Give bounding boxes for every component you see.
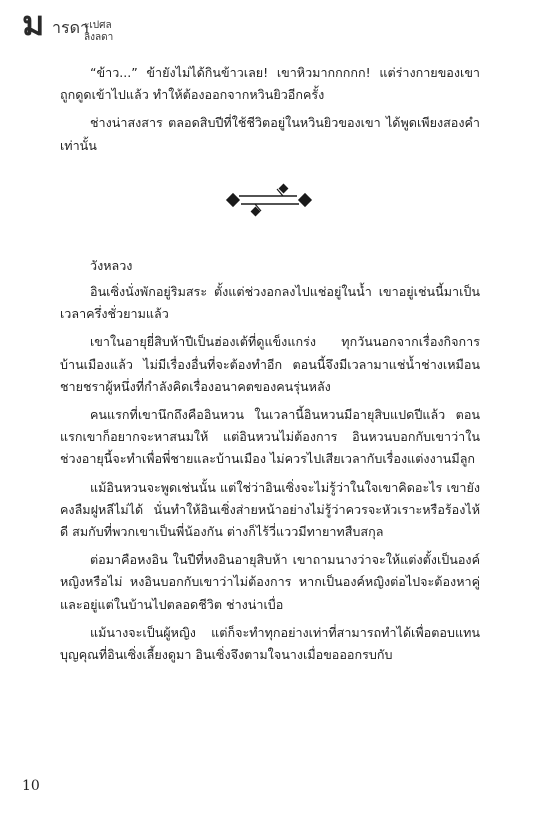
page-body: [60, 62, 480, 672]
diamond-ornament-icon: [225, 183, 315, 217]
paragraph: ช่างน่าสงสาร ตลอดสิบปีที่ใช้ชีวิตอยู่ในหวินยิวของเขา ได้พูดเพียงสองคำเท่านั้น: [60, 115, 480, 153]
logo-text-main: ารดา: [52, 18, 89, 37]
paragraph: “ข้าว...” ข้ายังไม่ได้กินข้าวเลย! เขาหิวมากกกกก! แต่ร่างกายของเขาถูกดูดเข้าไปแล้ว ทำให้ต้องออกจากหวินยิวอีกครั้ง: [60, 65, 480, 103]
book-header-logo: [22, 4, 162, 46]
logo-text-upper: ะเปศล: [84, 20, 112, 31]
logo-text-lower: ลิงลดา: [84, 32, 114, 43]
paragraph: แม้นางจะเป็นผู้หญิง แต่ก็จะทำทุกอย่างเท่าที่สามารถทำได้เพื่อตอบแทนบุญคุณที่อินเซิ่งเลี้ยงดูมา อินเซิ่งจึงตามใจนางเมื่อขอออกรบกับ: [60, 624, 480, 663]
paragraph: แม้อินหวนจะพูดเช่นนั้น แต่ใช่ว่าอินเซิ่งจะไม่รู้ว่าในใจเขาคิดอะไร เขายังคงลืมฝูหลีไม่ได้ นั่นทำให้อินเซิ่งส่ายหน้าอย่างไม่รู้ว่าควรจะหัวเราะหรือร้องไห้ดี สมกับที่พวกเขาเป็นพี่น้องกัน ต่างก็ไร้วี่แววมีทายาทสืบสกุล: [60, 479, 480, 540]
section-divider-ornament: [60, 163, 480, 237]
paragraph: อินเซิ่งนั่งพักอยู่ริมสระ ตั้งแต่ช่วงอกลงไปแช่อยู่ในน้ำ เขาอยู่เช่นนี้มาเป็นเวลาครึ่งชั่วยามแล้ว: [60, 284, 480, 322]
paragraph: คนแรกที่เขานึกถึงคืออินหวน ในเวลานี้อินหวนมีอายุสิบแปดปีแล้ว ตอนแรกเขาก็อยากจะหาสนมให้ แต่อินหวนไม่ต้องการ อินหวนบอกกับเขาว่าในช่วงอายุนี้จะทำเพื่อพี่ชายและบ้านเมือง ไม่ควรไปเสียเวลากับเรื่องแต่งงานมีลูก: [60, 407, 480, 467]
logo-initial: ม: [22, 4, 45, 44]
section-title: วังหลวง: [90, 257, 133, 273]
paragraph: ต่อมาคือหงอิน ในปีที่หงอินอายุสิบห้า เขาถามนางว่าจะให้แต่งตั้งเป็นองค์หญิงหรือไม่ หงอินบอกกับเขาว่าไม่ต้องการ หากเป็นองค์หญิงต่อไปจะต้องหาคู่และอยู่แต่ในบ้านไปตลอดชีวิต ช่างน่าเบื่อ: [60, 552, 480, 612]
paragraph: เขาในอายุยี่สิบห้าปีเป็นฮ่องเต้ที่ดูแข็งแกร่ง ทุกวันนอกจากเรื่องกิจการบ้านเมืองแล้ว ไม่มีเรื่องอื่นที่จะต้องทำอีก ตอนนี้จึงมีเวลามาแช่น้ำช่างเหมือนชายชราผู้หนึ่งที่กำลังคิดเรื่องอนาคตของคนรุ่นหลัง: [60, 334, 480, 394]
page-number: 10: [22, 778, 40, 794]
